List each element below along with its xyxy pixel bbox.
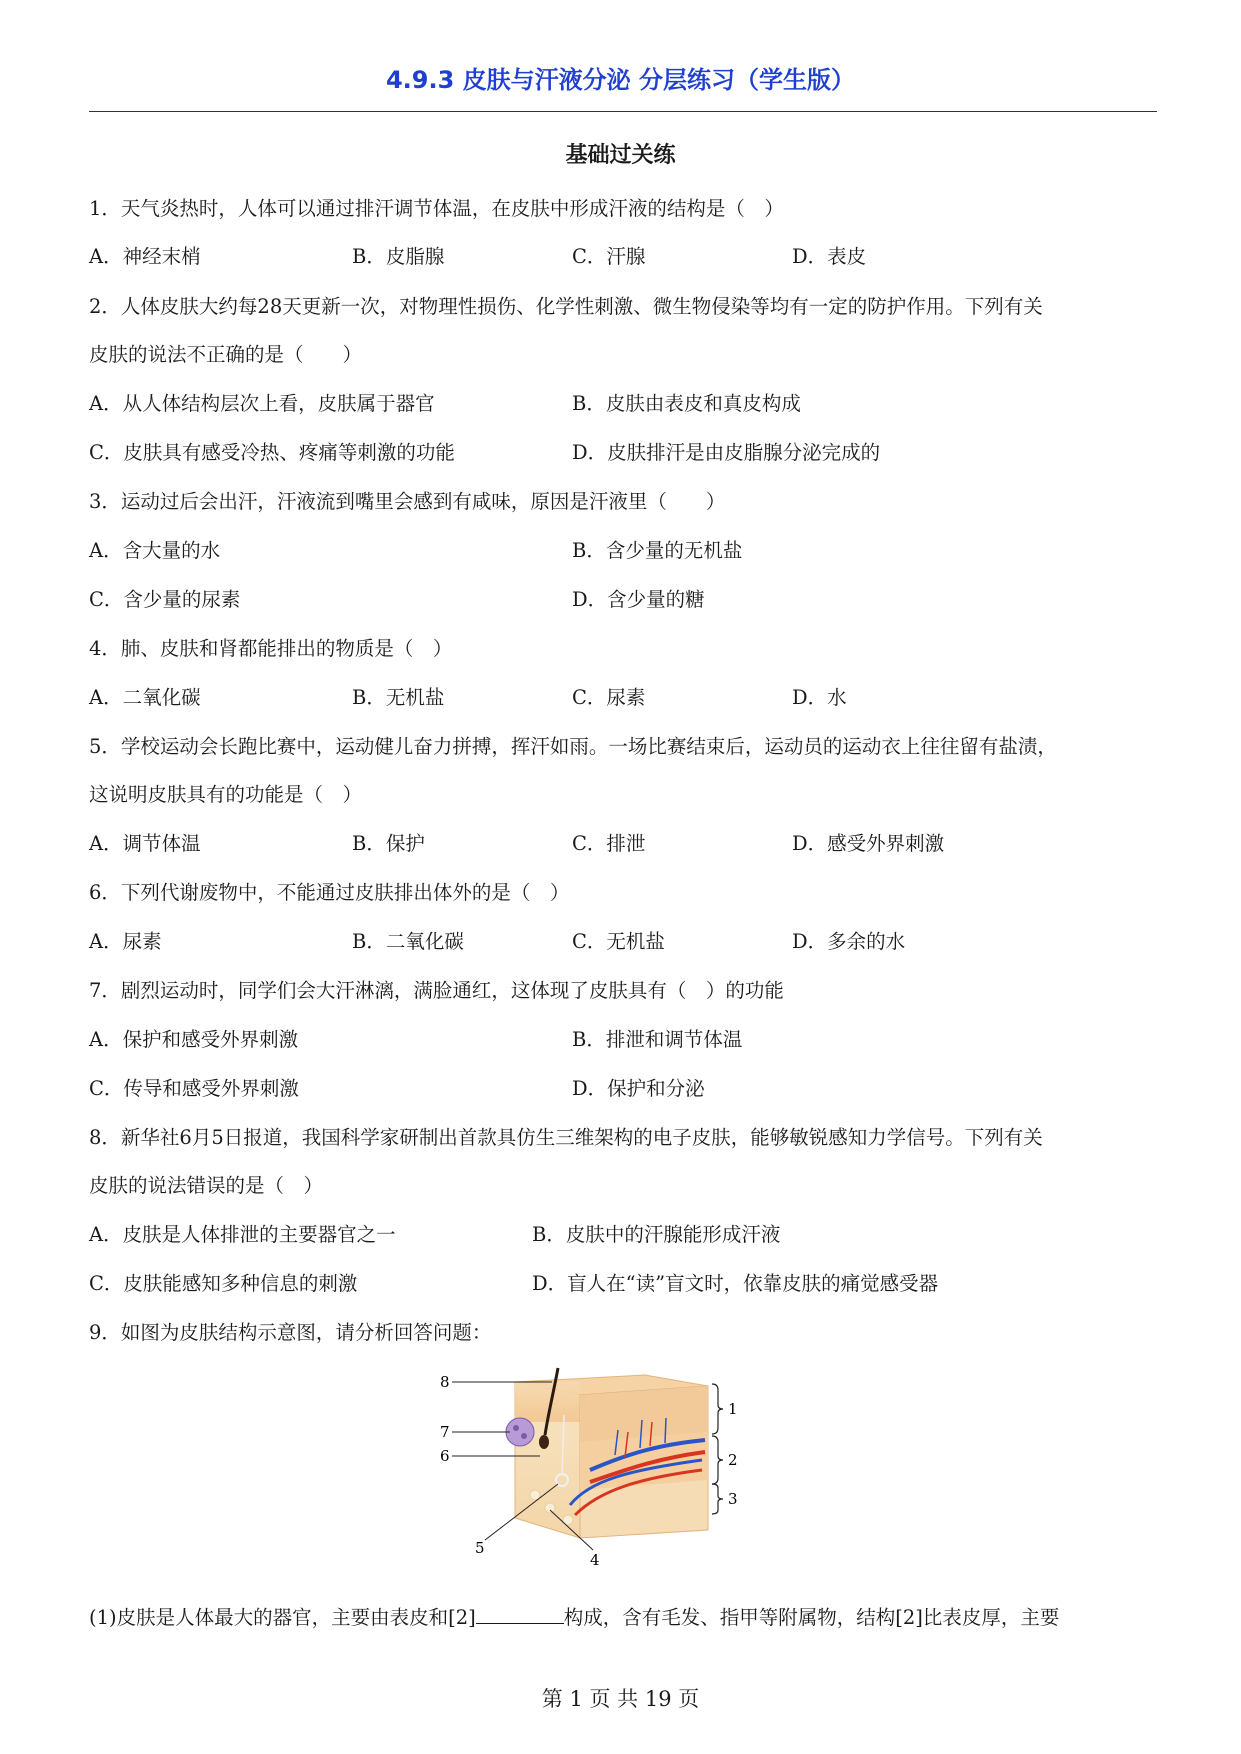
question-7-option-a: A．保护和感受外界刺激 [89,1028,299,1051]
question-7-option-b: B．排泄和调节体温 [572,1028,743,1051]
question-4-option-d: D．水 [792,686,847,709]
question-8-option-b: B．皮肤中的汗腺能形成汗液 [532,1223,781,1246]
question-2-option-a: A．从人体结构层次上看，皮肤属于器官 [89,392,435,415]
question-8-option-a: A．皮肤是人体排泄的主要器官之一 [89,1223,396,1246]
question-5-option-d: D．感受外界刺激 [792,832,945,855]
answer-blank[interactable] [476,1605,564,1624]
figure-label-8: 8 [440,1373,450,1391]
question-3-option-a: A．含大量的水 [89,539,221,562]
question-3-option-c: C．含少量的尿素 [89,588,241,611]
question-5-stem-line1: 5．学校运动会长跑比赛中，运动健儿奋力拼搏，挥汗如雨。一场比赛结束后，运动员的运动衣上往往留有盐渍， [89,735,1057,758]
question-1-option-a: A．神经末梢 [89,245,201,268]
question-1-option-b: B．皮脂腺 [352,245,445,268]
figure-label-6: 6 [440,1447,450,1465]
section-title: 基础过关练 [565,143,676,168]
subquestion-1 [89,1605,1059,1631]
question-2-stem-line1: 2．人体皮肤大约每28天更新一次，对物理性损伤、化学性刺激、微生物侵染等均有一定的防护作用。下列有关 [89,295,1043,318]
question-3-stem: 3．运动过后会出汗，汗液流到嘴里会感到有咸味，原因是汗液里（ ） [89,490,726,513]
page-title: 4.9.3 皮肤与汗液分泌 分层练习（学生版） [385,66,856,94]
figure-label-1: 1 [728,1400,738,1418]
question-4-stem: 4．肺、皮肤和肾都能排出的物质是（ ） [89,637,453,660]
question-8-stem-line1: 8．新华社6月5日报道，我国科学家研制出首款具仿生三维架构的电子皮肤，能够敏锐感知力学信号。下列有关 [89,1126,1043,1149]
question-2-option-b: B．皮肤由表皮和真皮构成 [572,392,801,415]
question-6-stem: 6．下列代谢废物中，不能通过皮肤排出体外的是（ ） [89,881,570,904]
figure-label-4: 4 [590,1551,600,1569]
figure-label-7: 7 [440,1423,450,1441]
subquestion-1-after: 构成，含有毛发、指甲等附属物，结构[2]比表皮厚，主要 [563,1606,1060,1629]
question-7-option-d: D．保护和分泌 [572,1077,705,1100]
question-9-stem: 9．如图为皮肤结构示意图，请分析回答问题： [89,1321,492,1344]
header-divider [89,111,1157,112]
page-footer: 第 1 页 共 19 页 [541,1687,700,1711]
question-8-option-d: D．盲人在“读”盲文时，依靠皮肤的痛觉感受器 [532,1272,939,1295]
question-3-option-b: B．含少量的无机盐 [572,539,743,562]
question-1-stem: 1．天气炎热时，人体可以通过排汗调节体温，在皮肤中形成汗液的结构是（ ） [89,197,784,220]
question-5-option-b: B．保护 [352,832,425,855]
question-3-option-d: D．含少量的糖 [572,588,705,611]
subquestion-1-before: (1)皮肤是人体最大的器官，主要由表皮和[2] [89,1606,476,1629]
question-5-stem-line2: 这说明皮肤具有的功能是（ ） [89,783,363,806]
question-1-option-c: C．汗腺 [572,245,646,268]
question-2-stem-line2: 皮肤的说法不正确的是（ ） [89,343,363,366]
question-4-option-b: B．无机盐 [352,686,445,709]
question-1-option-d: D．表皮 [792,245,867,268]
figure-label-5: 5 [475,1539,485,1557]
question-2-option-d: D．皮肤排汗是由皮脂腺分泌完成的 [572,441,881,464]
question-2-option-c: C．皮肤具有感受冷热、疼痛等刺激的功能 [89,441,455,464]
figure-label-3: 3 [728,1490,738,1508]
question-7-stem: 7．剧烈运动时，同学们会大汗淋漓，满脸通红，这体现了皮肤具有（ ）的功能 [89,979,784,1002]
question-6-option-c: C．无机盐 [572,930,665,953]
question-5-option-c: C．排泄 [572,832,646,855]
question-6-option-a: A．尿素 [89,930,162,953]
question-6-option-d: D．多余的水 [792,930,906,953]
question-5-option-a: A．调节体温 [89,832,201,855]
question-4-option-c: C．尿素 [572,686,646,709]
figure-label-2: 2 [728,1451,738,1469]
question-4-option-a: A．二氧化碳 [89,686,201,709]
question-7-option-c: C．传导和感受外界刺激 [89,1077,299,1100]
question-8-stem-line2: 皮肤的说法错误的是（ ） [89,1174,324,1197]
question-6-option-b: B．二氧化碳 [352,930,464,953]
question-8-option-c: C．皮肤能感知多种信息的刺激 [89,1272,358,1295]
skin-structure-diagram [440,1360,800,1570]
